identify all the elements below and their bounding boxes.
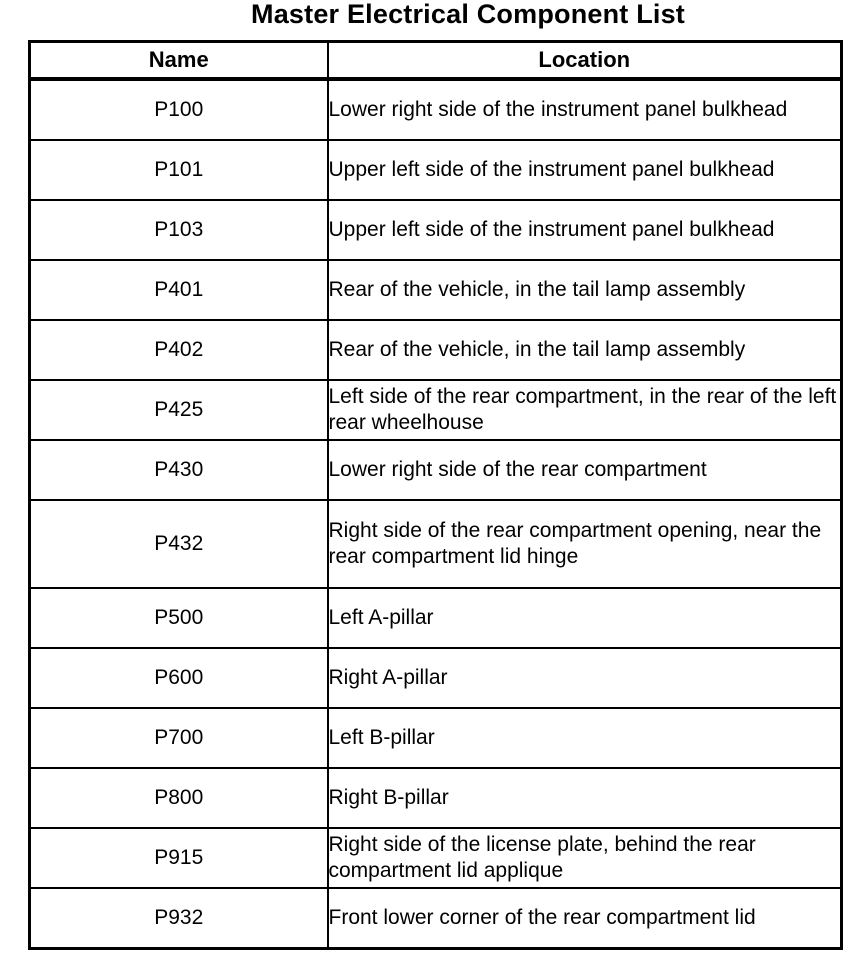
component-location-cell: Upper left side of the instrument panel bulkhead xyxy=(328,200,842,260)
component-location-cell: Left B-pillar xyxy=(328,708,842,768)
column-header-name: Name xyxy=(30,42,328,80)
table-row xyxy=(30,888,842,949)
table-row xyxy=(30,708,842,768)
component-name-cell: P800 xyxy=(30,768,328,828)
component-location-cell: Left A-pillar xyxy=(328,588,842,648)
component-name-cell: P700 xyxy=(30,708,328,768)
table-row xyxy=(30,320,842,380)
table-row xyxy=(30,380,842,440)
table-row xyxy=(30,200,842,260)
component-name-cell: P101 xyxy=(30,140,328,200)
table-row xyxy=(30,260,842,320)
component-location-cell: Right B-pillar xyxy=(328,768,842,828)
component-name-cell: P915 xyxy=(30,828,328,888)
component-location-cell: Front lower corner of the rear compartment lid xyxy=(328,888,842,949)
component-name-cell: P432 xyxy=(30,500,328,588)
component-location-cell: Right A-pillar xyxy=(328,648,842,708)
table-row xyxy=(30,79,842,140)
column-header-location: Location xyxy=(328,42,842,80)
component-location-cell: Left side of the rear compartment, in the rear of the left rear wheelhouse xyxy=(328,380,842,440)
table-row xyxy=(30,500,842,588)
component-location-cell: Lower right side of the instrument panel bulkhead xyxy=(328,79,842,140)
table-row xyxy=(30,648,842,708)
component-name-cell: P401 xyxy=(30,260,328,320)
component-name-cell: P430 xyxy=(30,440,328,500)
component-name-cell: P402 xyxy=(30,320,328,380)
component-location-cell: Right side of the license plate, behind the rear compartment lid applique xyxy=(328,828,842,888)
component-location-cell: Lower right side of the rear compartment xyxy=(328,440,842,500)
table-row xyxy=(30,768,842,828)
component-table xyxy=(28,40,843,950)
component-name-cell: P500 xyxy=(30,588,328,648)
table-row xyxy=(30,140,842,200)
component-location-cell: Rear of the vehicle, in the tail lamp assembly xyxy=(328,320,842,380)
component-location-cell: Upper left side of the instrument panel bulkhead xyxy=(328,140,842,200)
component-location-cell: Rear of the vehicle, in the tail lamp assembly xyxy=(328,260,842,320)
page-title: Master Electrical Component List xyxy=(251,0,685,29)
table-header-row xyxy=(30,42,842,80)
table-row xyxy=(30,440,842,500)
component-name-cell: P425 xyxy=(30,380,328,440)
table-row xyxy=(30,588,842,648)
component-location-cell: Right side of the rear compartment opening, near the rear compartment lid hinge xyxy=(328,500,842,588)
component-name-cell: P103 xyxy=(30,200,328,260)
component-name-cell: P100 xyxy=(30,79,328,140)
component-name-cell: P932 xyxy=(30,888,328,949)
table-row xyxy=(30,828,842,888)
component-name-cell: P600 xyxy=(30,648,328,708)
